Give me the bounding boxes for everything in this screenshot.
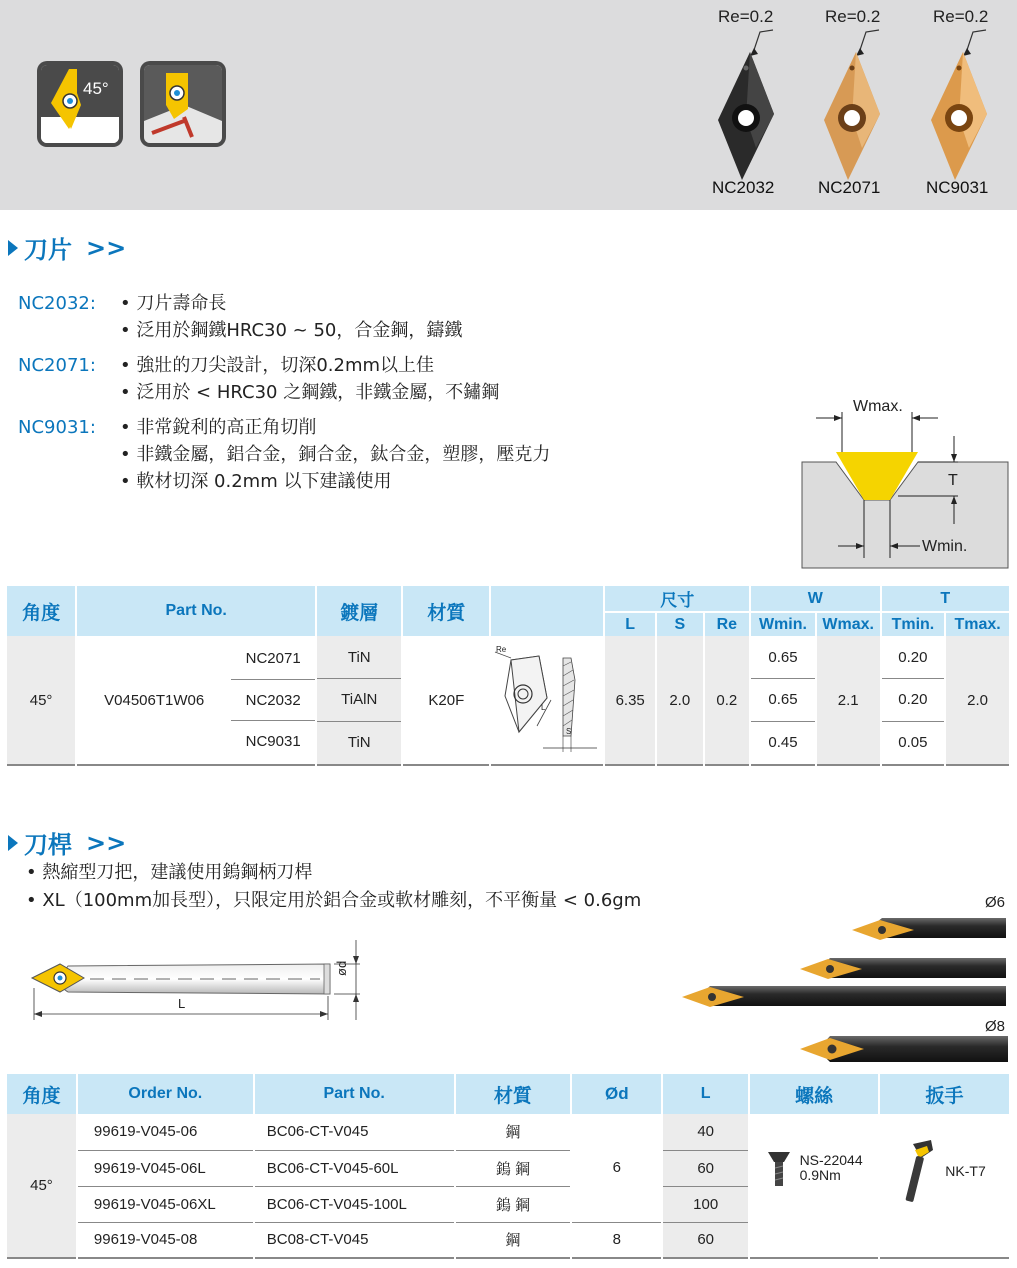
holder-order-table	[7, 1074, 1011, 1259]
l-cell: 40	[662, 1114, 749, 1150]
order-no-cell: 99619-V045-06	[77, 1114, 254, 1150]
insert-section-title: 刀片 >>	[8, 230, 126, 265]
part-no-cell: BC08-CT-V045	[254, 1222, 455, 1258]
table-row	[7, 1222, 1010, 1258]
re-cell: 0.2	[704, 636, 751, 765]
screw-name: NS-22044	[799, 1152, 863, 1168]
sketch-l-label: L	[541, 703, 546, 712]
tmin-cell: 0.20	[881, 679, 946, 722]
part-no-cell: BC06-CT-V045-100L	[254, 1186, 455, 1222]
wrench-name: NK-T7	[945, 1162, 986, 1179]
wmax-label: Wmax.	[853, 398, 903, 415]
holder-d-label: ød	[334, 960, 349, 976]
diameter-8-label: Ø8	[985, 1018, 1006, 1035]
table-row: 45° 99619-V045-06 BC06-CT-V045 鋼 6 40 NS-22044 0.9Nm NK-T7	[7, 1114, 1010, 1150]
col-material: 材質	[402, 586, 490, 636]
section-arrow-icon	[8, 835, 18, 851]
holder-product-photos	[670, 908, 1015, 1068]
col-w: W	[750, 586, 880, 612]
col-tmax: Tmax.	[945, 612, 1010, 636]
chamfer-width-diagram	[798, 392, 1012, 572]
angle-label: 45°	[83, 79, 109, 98]
col-material: 材質	[455, 1074, 572, 1114]
grade-cell: NC9031	[245, 733, 301, 751]
col-l: L	[662, 1074, 749, 1114]
insert-grade-label: NC2032	[712, 178, 775, 197]
insert-nc9031-image	[929, 28, 999, 182]
d-cell: 8	[571, 1222, 662, 1258]
sketch-s-label: S	[566, 727, 572, 736]
wrench-icon	[903, 1138, 937, 1204]
col-part-no: Part No.	[254, 1074, 455, 1114]
part-no: V04506T1W06	[104, 691, 205, 709]
screw-icon	[766, 1148, 792, 1188]
col-t: T	[881, 586, 1010, 612]
col-size: 尺寸	[604, 586, 750, 612]
col-order-no: Order No.	[77, 1074, 254, 1114]
col-angle: 角度	[7, 586, 76, 636]
insert-grade-descriptions: NC2032: • 刀片壽命長 • 泛用於鋼鐵HRC30 ~ 50，合金鋼，鑄鐵 NC2071: • 強壯的刀尖設計，切深0.2mm以上佳 • 泛用於 < HRC30 之鋼鐵，非鐵金屬，不鏽鋼 NC9031: • 非常銳利的高正角切削 • 非鐵金屬，鋁合金，銅合金，鈦合金，塑膠，壓克力 • 軟材切深 0.2mm 以下建議使用	[18, 293, 551, 492]
insert-grade-label: NC9031	[926, 178, 989, 197]
col-sketch	[490, 586, 604, 636]
l-cell: 60	[662, 1150, 749, 1186]
material-cell: K20F	[402, 636, 490, 765]
wmin-cell: 0.45	[750, 721, 816, 765]
angle-45-icon	[37, 61, 123, 147]
l-cell: 6.35	[604, 636, 656, 765]
wmax-cell: 2.1	[816, 636, 881, 765]
order-no-cell: 99619-V045-08	[77, 1222, 254, 1258]
part-no-cell: BC06-CT-V045	[254, 1114, 455, 1150]
col-tmin: Tmin.	[881, 612, 946, 636]
holder-l-label: L	[178, 996, 186, 1011]
material-cell: 鋼	[455, 1222, 572, 1258]
col-screw: 螺絲	[749, 1074, 879, 1114]
col-wmin: Wmin.	[750, 612, 816, 636]
order-no-cell: 99619-V045-06XL	[77, 1186, 254, 1222]
insert-grade-gallery	[700, 4, 1010, 204]
wmin-cell: 0.65	[750, 679, 816, 722]
material-cell: 鎢 鋼	[455, 1186, 572, 1222]
col-re: Re	[704, 612, 751, 636]
tmin-cell: 0.20	[881, 636, 946, 679]
coating-cell: TiAlN	[316, 679, 402, 722]
insert-re-label: Re=0.2	[825, 7, 881, 26]
coating-cell: TiN	[316, 636, 402, 679]
l-cell: 100	[662, 1186, 749, 1222]
sketch-re-label: Re	[496, 645, 507, 654]
grade-cell: NC2071	[231, 638, 315, 680]
col-d: Ød	[571, 1074, 662, 1114]
col-coating: 鍍層	[316, 586, 402, 636]
insert-spec-table	[7, 586, 1011, 766]
insert-dimension-sketch	[491, 636, 603, 760]
section-arrow-icon	[8, 240, 18, 256]
col-part-no: Part No.	[76, 586, 316, 636]
material-cell: 鋼	[455, 1114, 572, 1150]
insert-re-label: Re=0.2	[718, 7, 774, 26]
diameter-6-label: Ø6	[985, 894, 1006, 911]
col-angle: 角度	[7, 1074, 77, 1114]
material-cell: 鎢 鋼	[455, 1150, 572, 1186]
coating-cell: TiN	[316, 721, 402, 765]
wmin-cell: 0.65	[750, 636, 816, 679]
col-wmax: Wmax.	[816, 612, 881, 636]
insert-nc2032-image	[716, 28, 786, 182]
insert-re-label: Re=0.2	[933, 7, 989, 26]
holder-notes: • 熱縮型刀把，建議使用鎢鋼柄刀桿 • XL（100mm加長型），只限定用於鋁合金或軟材雕刻，不平衡量 < 0.6gm	[26, 862, 642, 911]
col-l: L	[604, 612, 656, 636]
d-cell: 6	[571, 1114, 662, 1222]
table-row: 45° V04506T1W06 NC2071 NC2032 NC9031 TiN K20F 6.35 2.0 0.2 0.65 2.1 0.20 2.0	[7, 636, 1010, 679]
col-s: S	[656, 612, 704, 636]
t-label: T	[948, 472, 958, 489]
insert-grade-label: NC2071	[818, 178, 881, 197]
part-no-cell: BC06-CT-V045-60L	[254, 1150, 455, 1186]
s-cell: 2.0	[656, 636, 704, 765]
col-wrench: 扳手	[879, 1074, 1010, 1114]
holder-dimension-drawing	[24, 938, 364, 1024]
tmin-cell: 0.05	[881, 721, 946, 765]
insert-nc2071-image	[822, 28, 892, 182]
l-cell: 60	[662, 1222, 749, 1258]
grade-cell: NC2032	[231, 680, 315, 722]
order-no-cell: 99619-V045-06L	[77, 1150, 254, 1186]
screw-torque: 0.9Nm	[799, 1167, 841, 1183]
chamfer-application-icon	[140, 61, 226, 147]
tmax-cell: 2.0	[945, 636, 1010, 765]
wmin-label: Wmin.	[922, 538, 968, 555]
holder-section-title: 刀桿 >>	[8, 825, 126, 860]
